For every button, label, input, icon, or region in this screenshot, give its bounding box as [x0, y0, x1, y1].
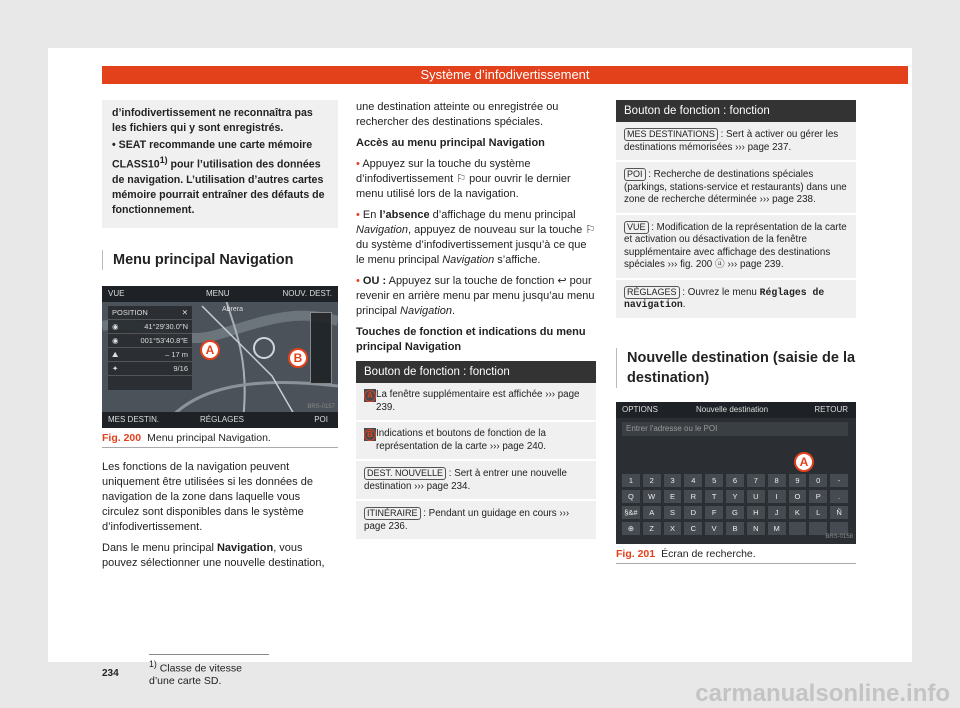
- function-key: DEST. NOUVELLE: [364, 467, 446, 480]
- footnote-text: Classe de vitesse d’une carte SD.: [149, 662, 242, 687]
- column-3: [616, 100, 856, 564]
- lon-row: [108, 334, 192, 348]
- text: : Recherche de destinations spéciales (parkings, stations-service et restaurants) dans une zone de recherche déterminée ››› page 238.: [624, 169, 847, 205]
- text: d’affichage du menu principal: [429, 209, 576, 221]
- table-row: [356, 383, 596, 422]
- row-text: [624, 168, 848, 207]
- keyboard-key[interactable]: X: [664, 522, 682, 535]
- column-2: [356, 100, 596, 541]
- text: : Sert à entrer une nouvelle destination ››› page 234.: [364, 468, 567, 492]
- key-row: [622, 474, 848, 487]
- bullet: •: [112, 139, 116, 151]
- body-text: [356, 100, 596, 355]
- subheading: Accès au menu principal Navigation: [356, 137, 545, 149]
- figure-text: Menu principal Navigation.: [147, 431, 271, 444]
- address-input[interactable]: Entrer l'adresse ou le POI: [622, 422, 848, 436]
- section-menu-navigation: [102, 250, 338, 270]
- note-text-b: pour l’utilisation des données de navigation. L’utilisation d’autres cartes mémoire pourrait entraîner des défauts de fonctionnement.: [112, 158, 325, 216]
- bullet-3: [356, 274, 596, 319]
- globe-icon: ◉: [112, 335, 119, 345]
- body-text: [102, 460, 338, 571]
- function-key: RÉGLAGES: [624, 286, 680, 299]
- text-bold: OU :: [362, 275, 387, 287]
- position-title: POSITION: [112, 307, 148, 317]
- key-row: [622, 506, 848, 519]
- column-1: [102, 100, 338, 577]
- text: Appuyez sur la touche de fonction ↩ pour revenir en arrière menu par menu jusqu’au menu principal: [356, 275, 595, 317]
- longitude: 001°53'40.8"E: [140, 335, 188, 345]
- keyboard-key[interactable]: 4: [684, 474, 702, 487]
- note-line-1: d’infodivertissement ne reconnaîtra pas les fichiers qui y sont enregistrés.: [112, 107, 313, 134]
- figure-number: Fig. 201: [616, 547, 656, 560]
- keyboard-key[interactable]: 9: [789, 474, 807, 487]
- keyboard-key[interactable]: T: [705, 490, 723, 503]
- keyboard-key[interactable]: 0: [809, 474, 827, 487]
- section-title: Menu principal Navigation: [113, 251, 294, 268]
- callout-a: A: [794, 452, 814, 472]
- satellites: 9/16: [173, 363, 188, 373]
- tab-nouv-dest[interactable]: NOUV. DEST.: [282, 288, 332, 298]
- altitude-icon: ⛰: [112, 349, 119, 359]
- keyboard-key[interactable]: P: [809, 490, 827, 503]
- bullet-1: [356, 157, 596, 202]
- row-text: [624, 128, 848, 154]
- text-italic: Navigation: [442, 254, 495, 266]
- close-icon[interactable]: ✕: [181, 307, 188, 317]
- callout-marker: B: [364, 429, 376, 441]
- text: En: [362, 209, 380, 221]
- table-row: [356, 501, 596, 541]
- keyboard-key[interactable]: A: [643, 506, 661, 519]
- footnote-marker: 1): [149, 659, 157, 669]
- text-bold: l’absence: [379, 209, 430, 221]
- image-code: BRS-0158: [825, 533, 853, 540]
- text: : Ouvrez le menu: [679, 286, 760, 298]
- image-code: BRS-0157: [307, 403, 335, 410]
- position-title-row: [108, 306, 192, 320]
- table-header: Bouton de fonction : fonction: [616, 100, 856, 122]
- row-text: [364, 467, 588, 493]
- keyboard-key[interactable]: 6: [726, 474, 744, 487]
- menu-name: Réglages de navigation: [624, 286, 825, 310]
- keyboard-key[interactable]: 8: [768, 474, 786, 487]
- text: .: [682, 299, 686, 310]
- function-key: MES DESTINATIONS: [624, 128, 718, 141]
- paragraph: Les fonctions de la navigation peuvent uniquement être utilisées si les données de navigation de la zone dans laquelle vous circulez sont disponibles dans le système d’infodivertissement.: [102, 460, 313, 533]
- keyboard-key[interactable]: Q: [622, 490, 640, 503]
- function-key: POI: [624, 168, 646, 181]
- options-button[interactable]: OPTIONS: [622, 404, 659, 414]
- bullet: •: [356, 209, 360, 221]
- row-text: [624, 221, 848, 272]
- table-row: [616, 280, 856, 320]
- screen-top-bar: [616, 402, 856, 418]
- position-window: [108, 306, 192, 390]
- screen-bottom-bar: [102, 412, 338, 428]
- keyboard-key[interactable]: [789, 522, 807, 535]
- keyboard-key[interactable]: N: [747, 522, 765, 535]
- callout-b: B: [288, 348, 308, 368]
- text: : Sert à activer ou gérer les destinations mémorisées ››› page 237.: [624, 129, 839, 153]
- text: Appuyez sur la touche du système d’infodivertissement ⚐ pour ouvrir le dernier menu utilisé lors de la navigation.: [356, 158, 571, 200]
- manual-page: [48, 48, 912, 687]
- note-box: [102, 100, 338, 228]
- keyboard-key[interactable]: H: [747, 506, 765, 519]
- table-header: Bouton de fonction : fonction: [356, 361, 596, 383]
- tab-menu[interactable]: MENU: [206, 288, 230, 298]
- keyboard-key[interactable]: R: [684, 490, 702, 503]
- page-number: 234: [102, 668, 119, 679]
- screen-title: Nouvelle destination: [696, 404, 769, 414]
- keyboard-key[interactable]: .: [830, 490, 848, 503]
- text: : Modification de la représentation de la carte et activation ou désactivation de la fenêtre supplémentaire avec affichage des destinations spéciales ››› fig. 200 ⓐ ››› page 239.: [624, 221, 847, 270]
- table-row: [616, 215, 856, 280]
- keyboard-key[interactable]: 7: [747, 474, 765, 487]
- function-key: ITINÉRAIRE: [364, 507, 421, 520]
- keyboard-key[interactable]: C: [684, 522, 702, 535]
- keyboard-key[interactable]: 3: [664, 474, 682, 487]
- table-row: [616, 122, 856, 162]
- row-text: Indications et boutons de fonction de la représentation de la carte ››› page 240.: [376, 428, 546, 452]
- altitude: – 17 m: [165, 349, 188, 359]
- paragraph: [102, 541, 338, 571]
- search-screen-image: [616, 402, 856, 544]
- figure-text: Écran de recherche.: [661, 547, 756, 560]
- text-italic: Navigation: [400, 305, 453, 317]
- table-row: [356, 422, 596, 461]
- text-italic: Navigation: [356, 224, 408, 236]
- tab-reglages[interactable]: RÉGLAGES: [200, 414, 245, 424]
- tab-poi[interactable]: POI: [314, 414, 328, 424]
- keyboard-key[interactable]: -: [830, 474, 848, 487]
- keyboard-key[interactable]: K: [789, 506, 807, 519]
- keyboard-key[interactable]: U: [747, 490, 765, 503]
- alt-row: [108, 348, 192, 362]
- figure-caption: [616, 546, 856, 564]
- keyboard-key[interactable]: V: [705, 522, 723, 535]
- row-key: [364, 428, 376, 441]
- watermark: carmanualsonline.info: [695, 680, 950, 707]
- map-place-label: Abrera: [222, 305, 244, 313]
- section-new-destination: [616, 348, 856, 388]
- keyboard-key[interactable]: Z: [643, 522, 661, 535]
- text: , vous pouvez sélectionner une nouvelle destination,: [102, 541, 325, 569]
- keyboard-key[interactable]: 2: [643, 474, 661, 487]
- lat-row: [108, 320, 192, 334]
- latitude: 41°29'30.0"N: [144, 321, 188, 331]
- bullet: •: [356, 158, 360, 170]
- text: , appuyez de nouveau sur la touche ⚐ du système d’infodivertissement jusqu’à ce que le menu principal: [356, 224, 596, 266]
- tab-mes-destin[interactable]: MES DESTIN.: [108, 414, 160, 424]
- section-title: Nouvelle destination (saisie de la destination): [627, 349, 856, 386]
- text: s’affiche.: [494, 254, 541, 266]
- keyboard-key[interactable]: §&#: [622, 506, 640, 519]
- keyboard-key[interactable]: W: [643, 490, 661, 503]
- keyboard-key[interactable]: S: [664, 506, 682, 519]
- paragraph: une destination atteinte ou enregistrée ou rechercher des destinations spéciales.: [356, 101, 559, 128]
- keyboard-key[interactable]: Ñ: [830, 506, 848, 519]
- note-text-a: SEAT recommande une carte mémoire CLASS10: [112, 139, 313, 171]
- sats-row: [108, 362, 192, 376]
- callout-a: A: [200, 340, 220, 360]
- footnote: [149, 654, 269, 687]
- screen-top-bar: [102, 286, 338, 302]
- function-table: [356, 361, 596, 541]
- figure-number: Fig. 200: [102, 431, 142, 444]
- keyboard-key[interactable]: O: [789, 490, 807, 503]
- function-key: VUE: [624, 221, 649, 234]
- text: Dans le menu principal: [102, 541, 217, 554]
- keyboard-key[interactable]: J: [768, 506, 786, 519]
- text: .: [452, 305, 456, 317]
- table-row: [356, 461, 596, 501]
- keyboard-key[interactable]: 5: [705, 474, 723, 487]
- table-row: [616, 162, 856, 215]
- gps-icon: ✦: [112, 363, 119, 373]
- keyboard-key[interactable]: I: [768, 490, 786, 503]
- keyboard-key[interactable]: Y: [726, 490, 744, 503]
- keyboard-key[interactable]: 1: [622, 474, 640, 487]
- keyboard-key[interactable]: D: [684, 506, 702, 519]
- row-text: La fenêtre supplémentaire est affichée ››› page 239.: [376, 389, 580, 413]
- row-key: [364, 389, 376, 402]
- keyboard-key[interactable]: E: [664, 490, 682, 503]
- navigation-screen-image: [102, 286, 338, 428]
- figure-caption: [102, 430, 338, 448]
- subheading: Touches de fonction et indications du menu principal Navigation: [356, 326, 586, 353]
- keyboard-key[interactable]: B: [726, 522, 744, 535]
- key-row: [622, 522, 848, 535]
- footnote-ref: 1): [159, 155, 168, 165]
- map-side-icons[interactable]: [310, 312, 332, 384]
- bullet-2: [356, 208, 596, 268]
- keyboard: [622, 474, 848, 538]
- callout-marker: A: [364, 390, 376, 402]
- keyboard-key[interactable]: F: [705, 506, 723, 519]
- row-text: [624, 286, 848, 312]
- text-bold: Navigation: [216, 541, 274, 554]
- function-table: [616, 100, 856, 320]
- keyboard-key[interactable]: G: [726, 506, 744, 519]
- page-header: Système d’infodivertissement: [102, 66, 908, 84]
- key-row: [622, 490, 848, 503]
- keyboard-key[interactable]: M: [768, 522, 786, 535]
- text: : Pendant un guidage en cours ››› page 236.: [364, 508, 570, 532]
- back-button[interactable]: RETOUR: [814, 404, 848, 414]
- tab-vue[interactable]: VUE: [108, 288, 125, 298]
- row-text: [364, 507, 588, 533]
- globe-icon: ◉: [112, 321, 119, 331]
- bullet: •: [356, 275, 360, 287]
- keyboard-key[interactable]: L: [809, 506, 827, 519]
- note-line-2: [112, 138, 328, 218]
- keyboard-key[interactable]: ⊕: [622, 522, 640, 535]
